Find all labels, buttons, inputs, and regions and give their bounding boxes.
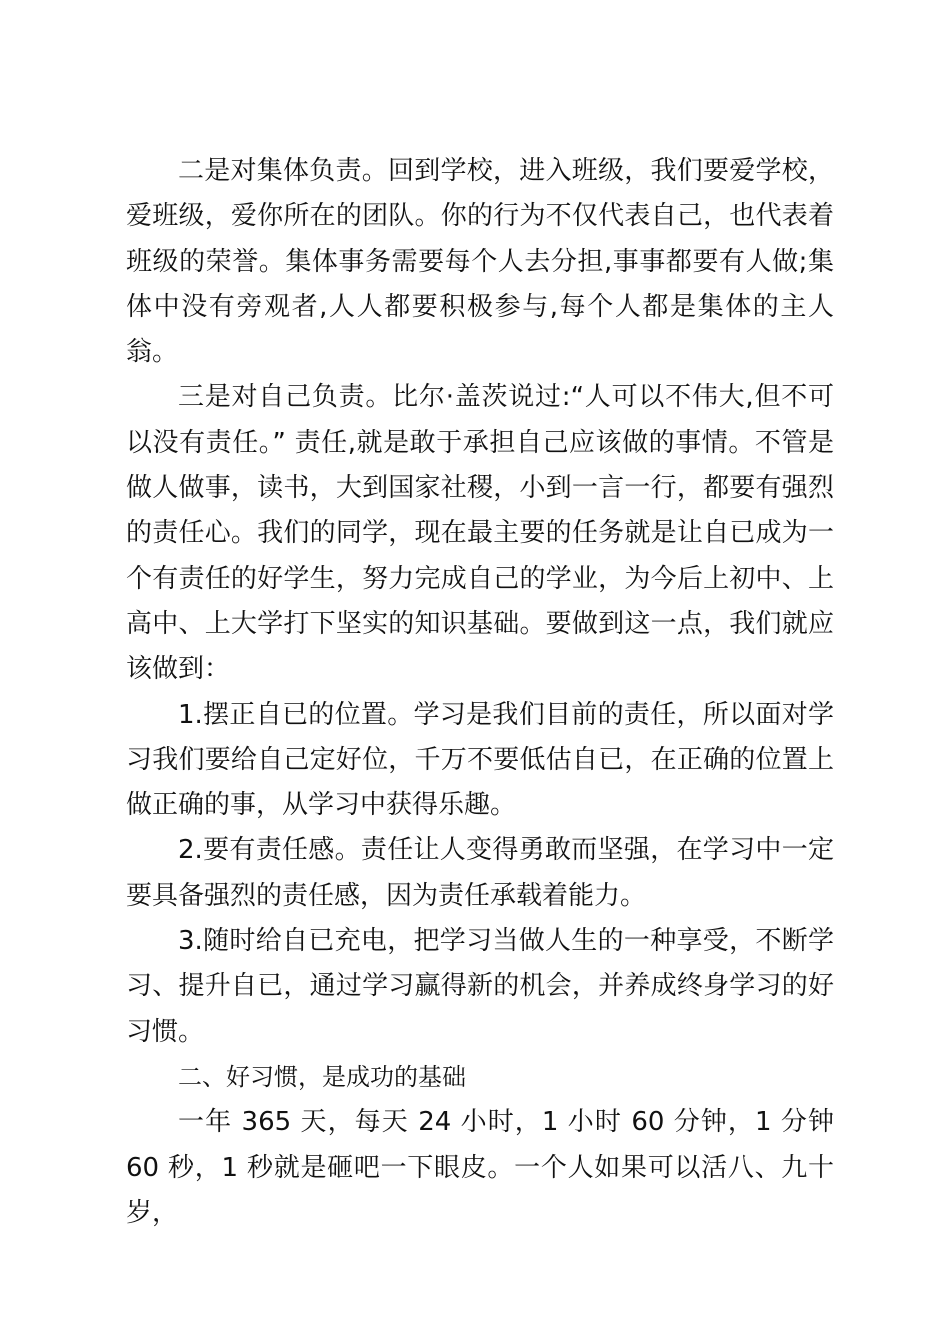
section-heading: 二、好习惯，是成功的基础	[178, 1062, 466, 1091]
paragraph-collective-responsibility: 二是对集体负责。回到学校，进入班级，我们要爱学校，爱班级，爱你所在的团队。你的行为不仅代表自己，也代表着班级的荣誉。集体事务需要每个人去分担,事事都要有人做;集体中没有旁观者,人人都要积极参与,每个人都是集体的主人翁。	[126, 156, 834, 368]
paragraph-time: 一年 365 天，每天 24 小时，1 小时 60 分钟，1 分钟 60 秒，1 秒就是砸吧一下眼皮。一个人如果可以活八、九十岁，	[126, 1107, 834, 1228]
paragraph-self-responsibility: 三是对自己负责。比尔·盖茨说过:“人可以不伟大,但不可以没有责任。” 责任,就是敢于承担自己应该做的事情。不管是做人做事，读书，大到国家社稷，小到一言一行，都要有强烈的责任心。我们的同学，现在最主要的任务就是让自已成为一个有责任的好学生，努力完成自己的学业，为今后上初中、上高中、上大学打下坚实的知识基础。要做到这一点，我们就应该做到：	[126, 382, 834, 685]
list-item-responsibility-sense: 2.要有责任感。责任让人变得勇敢而坚强，在学习中一定要具备强烈的责任感，因为责任承载着能力。	[126, 835, 834, 911]
list-item-recharge: 3.随时给自已充电，把学习当做人生的一种享受，不断学习、提升自已，通过学习赢得新的机会，并养成终身学习的好习惯。	[126, 926, 834, 1047]
document-body	[126, 149, 834, 1236]
list-item-position: 1.摆正自已的位置。学习是我们目前的责任，所以面对学习我们要给自己定好位，千万不要低估自已，在正确的位置上做正确的事，从学习中获得乐趣。	[126, 699, 834, 821]
